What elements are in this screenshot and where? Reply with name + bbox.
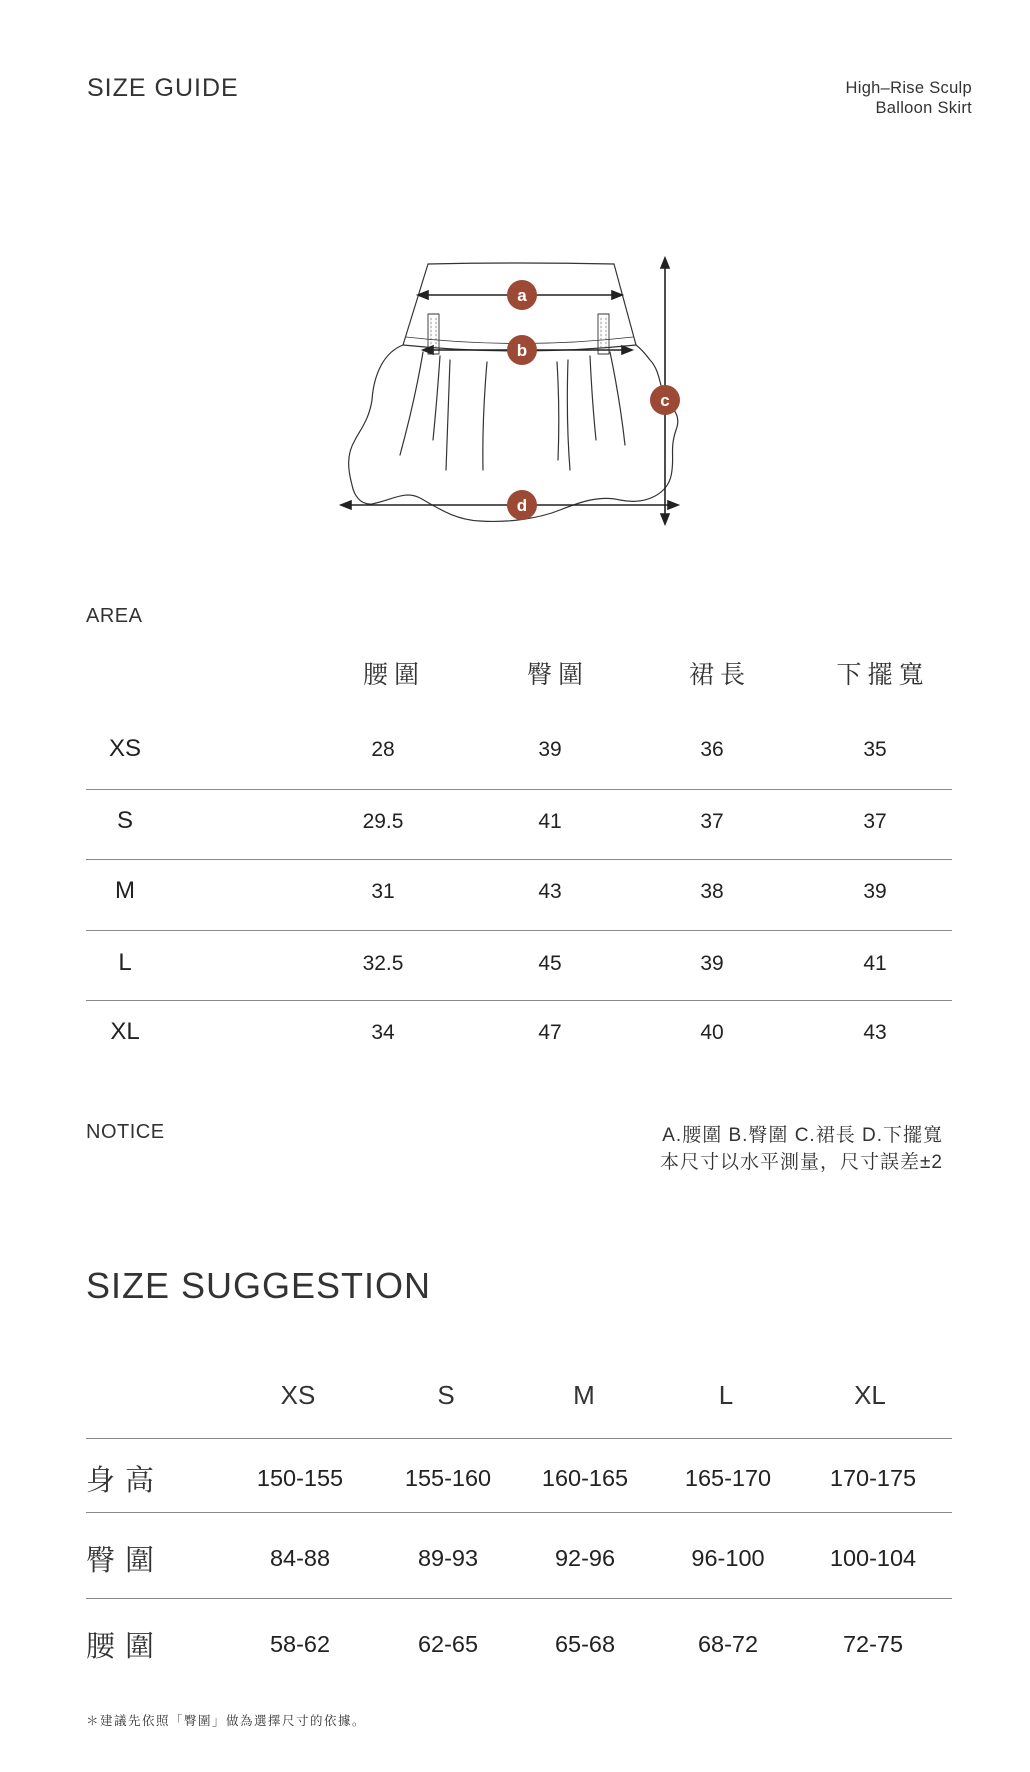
- row-divider: [86, 859, 952, 860]
- notice-line2: 本尺寸以水平測量，尺寸誤差±2: [660, 1152, 943, 1173]
- row-divider: [86, 1000, 952, 1001]
- table-cell: 62-65: [417, 1631, 479, 1657]
- table-cell: 170-175: [829, 1465, 917, 1491]
- size-label: L: [118, 949, 132, 976]
- size-label: XL: [110, 1018, 140, 1045]
- table-cell: 39: [538, 738, 562, 761]
- table-cell: 47: [538, 1021, 562, 1044]
- table-cell: 89-93: [417, 1545, 479, 1571]
- table-cell: 37: [700, 810, 724, 833]
- table-cell: 84-88: [269, 1545, 331, 1571]
- area-col-length: 裙長: [688, 661, 752, 689]
- notice-line1: A.腰圍 B.臀圍 C.裙長 D.下擺寬: [662, 1125, 943, 1146]
- sugg-col-xl: XL: [854, 1380, 886, 1410]
- size-label: M: [115, 877, 135, 904]
- table-cell: 32.5: [362, 952, 404, 975]
- table-cell: 35: [863, 738, 887, 761]
- table-cell: 39: [863, 880, 887, 903]
- table-cell: 96-100: [691, 1545, 765, 1571]
- table-cell: 160-165: [541, 1465, 629, 1491]
- marker-b-label: b: [516, 341, 528, 360]
- notice-text: [660, 1122, 943, 1176]
- row-divider: [86, 1438, 952, 1439]
- table-cell: 37: [863, 810, 887, 833]
- table-cell: 28: [371, 738, 395, 761]
- sugg-col-s: S: [437, 1380, 455, 1410]
- product-name-line1: High–Rise Sculp: [845, 79, 972, 97]
- marker-d-label: d: [516, 496, 528, 515]
- table-cell: 34: [371, 1021, 395, 1044]
- table-cell: 43: [538, 880, 562, 903]
- size-suggestion-title: SIZE SUGGESTION: [86, 1265, 432, 1306]
- skirt-measurement-diagram: [330, 250, 700, 540]
- marker-a-label: a: [517, 286, 527, 305]
- area-col-waist: 腰圍: [362, 661, 426, 689]
- table-cell: 92-96: [554, 1545, 616, 1571]
- footnote: ＊建議先依照「臀圍」做為選擇尺寸的依據。: [86, 1714, 367, 1728]
- sugg-row-label-waist: 腰圍: [86, 1631, 165, 1663]
- table-cell: 36: [700, 738, 724, 761]
- marker-c-label: c: [660, 391, 670, 410]
- table-cell: 41: [863, 952, 887, 975]
- table-cell: 150-155: [256, 1465, 344, 1491]
- table-cell: 165-170: [684, 1465, 772, 1491]
- table-cell: 58-62: [269, 1631, 331, 1657]
- sugg-col-m: M: [573, 1380, 595, 1410]
- area-col-hip: 臀圍: [526, 661, 590, 689]
- table-cell: 43: [863, 1021, 887, 1044]
- table-cell: 68-72: [697, 1631, 759, 1657]
- sugg-row-label-height: 身高: [86, 1465, 165, 1497]
- diagram-markers: [507, 280, 680, 520]
- row-divider: [86, 789, 952, 790]
- sugg-col-xs: XS: [280, 1380, 316, 1410]
- row-divider: [86, 1598, 952, 1599]
- product-name: [846, 78, 972, 118]
- table-cell: 41: [538, 810, 562, 833]
- table-cell: 65-68: [554, 1631, 616, 1657]
- area-col-hem: 下擺寬: [836, 661, 930, 689]
- table-cell: 100-104: [829, 1545, 917, 1571]
- table-cell: 72-75: [842, 1631, 904, 1657]
- size-label: XS: [108, 735, 142, 762]
- row-divider: [86, 930, 952, 931]
- product-name-line2: Balloon Skirt: [875, 99, 972, 117]
- row-divider: [86, 1512, 952, 1513]
- table-cell: 31: [371, 880, 395, 903]
- area-section-label: AREA: [86, 605, 143, 627]
- page-title: SIZE GUIDE: [87, 74, 239, 102]
- notice-section-label: NOTICE: [86, 1121, 165, 1143]
- table-cell: 39: [700, 952, 724, 975]
- size-label: S: [116, 807, 134, 834]
- table-cell: 155-160: [404, 1465, 492, 1491]
- table-cell: 38: [700, 880, 724, 903]
- sugg-row-label-hip: 臀圍: [86, 1545, 165, 1577]
- sugg-col-l: L: [718, 1380, 734, 1410]
- table-cell: 45: [538, 952, 562, 975]
- table-cell: 29.5: [362, 810, 404, 833]
- table-cell: 40: [700, 1021, 724, 1044]
